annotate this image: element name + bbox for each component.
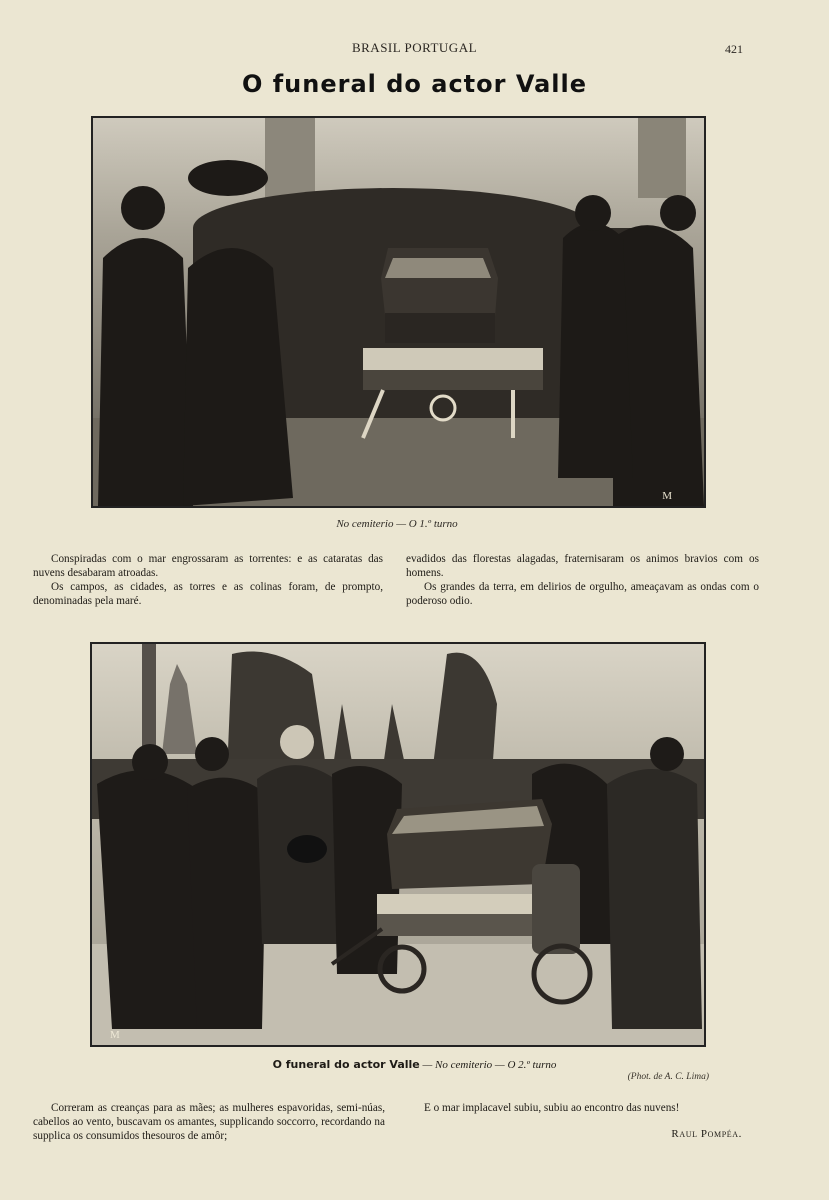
author-signature: Raul Pompéa. (671, 1128, 742, 1140)
paragraph: E o mar implacavel subiu, subiu ao encontro das nuvens! (424, 1102, 680, 1114)
photo-2-illustration (92, 644, 704, 1045)
paragraph: Correram as creanças para as mães; as mulheres espavoridas, semi-núas, cabellos ao vento, buscavam os amantes, supplicando soccorro, recordando na supplica os consumidos thesouros de amôr; (33, 1102, 385, 1142)
photo-credit: (Phot. de A. C. Lima) (627, 1072, 709, 1082)
text-block-2-right (406, 1101, 759, 1115)
running-head: BRASIL PORTUGAL (351, 40, 478, 55)
photo-2-caption-subtitle: — No cemiterio — O 2.º turno (419, 1059, 557, 1071)
photo-funeral-first-turn (91, 116, 706, 508)
photo-1-monogram: M (662, 490, 672, 502)
photo-1-illustration (93, 118, 704, 506)
text-block-1-left (33, 552, 383, 608)
paragraph: Os grandes da terra, em delirios de orgulho, ameaçavam as ondas com o poderoso odio. (406, 581, 759, 607)
text-block-1-right (406, 552, 759, 608)
page-number: 421 (725, 42, 743, 56)
paragraph: evadidos das florestas alagadas, fraternisaram os animos bravios com os homens. (406, 553, 759, 579)
photo-funeral-second-turn (90, 642, 706, 1047)
paragraph: Os campos, as cidades, as torres e as colinas foram, de prompto, denominadas pela maré. (33, 581, 383, 607)
photo-2-caption (0, 1058, 829, 1071)
paragraph: Conspiradas com o mar engrossaram as torrentes: e as cataratas das nuvens desabaram atroadas. (33, 553, 383, 579)
text-block-2-left (33, 1101, 385, 1143)
photo-1-caption: No cemiterio — O 1.º turno (336, 518, 458, 530)
photo-2-caption-title: O funeral do actor Valle (272, 1058, 420, 1071)
photo-2-monogram: M (110, 1029, 120, 1041)
article-title: O funeral do actor Valle (241, 70, 588, 98)
